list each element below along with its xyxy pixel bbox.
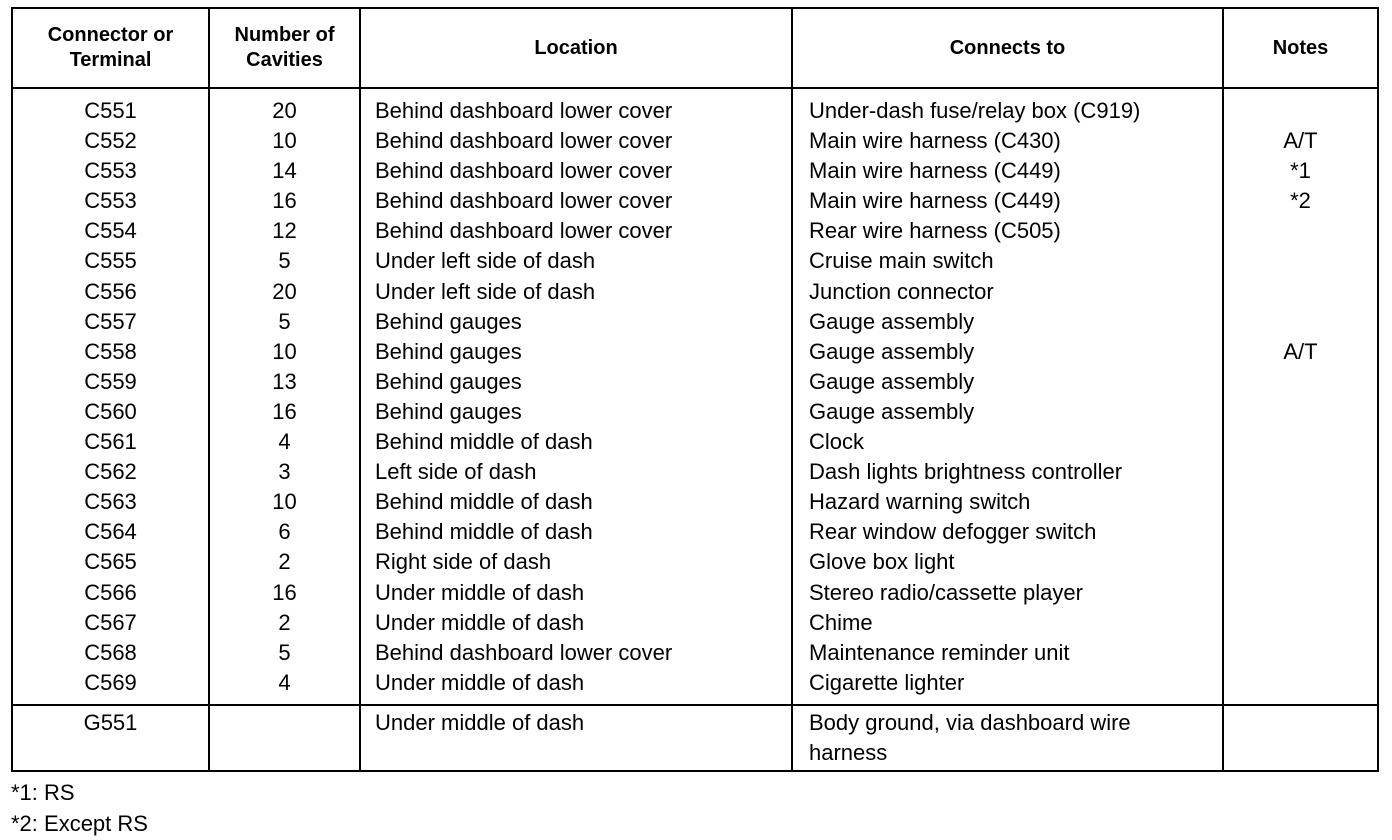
table-row (12, 668, 1378, 705)
cell-connects-to: Gauge assembly (792, 397, 1223, 427)
cell-notes: A/T (1223, 126, 1378, 156)
ground-location: Under middle of dash (360, 705, 792, 771)
cell-cavities: 20 (209, 88, 360, 126)
cell-connector: C564 (12, 517, 209, 547)
cell-cavities: 16 (209, 397, 360, 427)
header-location: Location (360, 8, 792, 88)
cell-cavities: 2 (209, 547, 360, 577)
cell-location: Behind dashboard lower cover (360, 126, 792, 156)
header-connector: Connector or Terminal (12, 8, 209, 88)
cell-location: Left side of dash (360, 457, 792, 487)
cell-notes: *2 (1223, 186, 1378, 216)
cell-notes (1223, 88, 1378, 126)
cell-notes (1223, 307, 1378, 337)
cell-notes (1223, 427, 1378, 457)
header-notes: Notes (1223, 8, 1378, 88)
table-row (12, 246, 1378, 276)
cell-cavities: 14 (209, 156, 360, 186)
footnote-2: *2: Except RS (11, 811, 148, 836)
cell-connects-to: Dash lights brightness controller (792, 457, 1223, 487)
cell-connects-to: Gauge assembly (792, 307, 1223, 337)
cell-cavities: 5 (209, 638, 360, 668)
ground-cavities (209, 705, 360, 771)
connector-rows (12, 88, 1378, 705)
cell-cavities: 2 (209, 608, 360, 638)
cell-connects-to: Main wire harness (C449) (792, 186, 1223, 216)
table-row (12, 517, 1378, 547)
ground-notes (1223, 705, 1378, 771)
cell-connector: C553 (12, 186, 209, 216)
cell-connector: C551 (12, 88, 209, 126)
cell-connects-to: Glove box light (792, 547, 1223, 577)
cell-notes (1223, 457, 1378, 487)
table-row (12, 457, 1378, 487)
cell-connects-to: Cruise main switch (792, 246, 1223, 276)
cell-notes (1223, 397, 1378, 427)
table-row (12, 186, 1378, 216)
cell-location: Behind dashboard lower cover (360, 638, 792, 668)
cell-notes (1223, 668, 1378, 705)
table-row (12, 367, 1378, 397)
cell-connector: C561 (12, 427, 209, 457)
cell-location: Right side of dash (360, 547, 792, 577)
cell-connects-to: Rear window defogger switch (792, 517, 1223, 547)
ground-connector: G551 (12, 705, 209, 771)
cell-location: Behind gauges (360, 397, 792, 427)
cell-notes (1223, 578, 1378, 608)
cell-connects-to: Main wire harness (C430) (792, 126, 1223, 156)
cell-connects-to: Clock (792, 427, 1223, 457)
table-row (12, 608, 1378, 638)
cell-connector: C563 (12, 487, 209, 517)
cell-connector: C552 (12, 126, 209, 156)
cell-cavities: 3 (209, 457, 360, 487)
cell-connector: C557 (12, 307, 209, 337)
table-row (12, 337, 1378, 367)
cell-connector: C554 (12, 216, 209, 246)
cell-location: Behind dashboard lower cover (360, 156, 792, 186)
table-row (12, 547, 1378, 577)
table-row (12, 578, 1378, 608)
table-row (12, 487, 1378, 517)
cell-location: Behind dashboard lower cover (360, 216, 792, 246)
cell-cavities: 4 (209, 427, 360, 457)
cell-connector: C555 (12, 246, 209, 276)
cell-cavities: 5 (209, 307, 360, 337)
cell-connects-to: Cigarette lighter (792, 668, 1223, 705)
cell-connector: C562 (12, 457, 209, 487)
cell-location: Under left side of dash (360, 277, 792, 307)
cell-cavities: 16 (209, 186, 360, 216)
cell-connector: C569 (12, 668, 209, 705)
cell-connects-to: Stereo radio/cassette player (792, 578, 1223, 608)
cell-cavities: 10 (209, 337, 360, 367)
cell-location: Behind middle of dash (360, 487, 792, 517)
table-row (12, 277, 1378, 307)
cell-notes (1223, 487, 1378, 517)
table-row (12, 156, 1378, 186)
footnotes (11, 777, 148, 839)
cell-location: Behind dashboard lower cover (360, 88, 792, 126)
ground-row (12, 705, 1378, 771)
cell-notes: *1 (1223, 156, 1378, 186)
cell-connector: C558 (12, 337, 209, 367)
cell-connects-to: Main wire harness (C449) (792, 156, 1223, 186)
cell-connector: C567 (12, 608, 209, 638)
cell-cavities: 10 (209, 126, 360, 156)
cell-location: Behind gauges (360, 367, 792, 397)
cell-connector: C568 (12, 638, 209, 668)
table-row (12, 88, 1378, 126)
cell-notes (1223, 638, 1378, 668)
cell-location: Under middle of dash (360, 608, 792, 638)
cell-notes (1223, 277, 1378, 307)
connector-table-container (11, 7, 1377, 772)
cell-location: Under middle of dash (360, 578, 792, 608)
cell-cavities: 6 (209, 517, 360, 547)
table-row (12, 216, 1378, 246)
footnote-1: *1: RS (11, 780, 75, 805)
table-row (12, 427, 1378, 457)
table-row (12, 307, 1378, 337)
cell-notes (1223, 367, 1378, 397)
cell-location: Behind gauges (360, 337, 792, 367)
cell-notes (1223, 517, 1378, 547)
cell-notes (1223, 547, 1378, 577)
cell-cavities: 4 (209, 668, 360, 705)
cell-notes (1223, 246, 1378, 276)
cell-cavities: 20 (209, 277, 360, 307)
cell-cavities: 5 (209, 246, 360, 276)
cell-location: Behind gauges (360, 307, 792, 337)
cell-connects-to: Under-dash fuse/relay box (C919) (792, 88, 1223, 126)
ground-connects-to: Body ground, via dashboard wire harness (792, 705, 1223, 771)
cell-connects-to: Hazard warning switch (792, 487, 1223, 517)
cell-connector: C556 (12, 277, 209, 307)
cell-cavities: 10 (209, 487, 360, 517)
cell-connects-to: Chime (792, 608, 1223, 638)
cell-connects-to: Rear wire harness (C505) (792, 216, 1223, 246)
cell-notes (1223, 216, 1378, 246)
cell-cavities: 16 (209, 578, 360, 608)
cell-location: Under middle of dash (360, 668, 792, 705)
cell-notes: A/T (1223, 337, 1378, 367)
cell-connector: C565 (12, 547, 209, 577)
ground-rows (12, 705, 1378, 771)
header-connects-to: Connects to (792, 8, 1223, 88)
cell-notes (1223, 608, 1378, 638)
cell-connector: C566 (12, 578, 209, 608)
cell-connector: C560 (12, 397, 209, 427)
table-header-row (12, 8, 1378, 88)
cell-connects-to: Gauge assembly (792, 367, 1223, 397)
cell-cavities: 13 (209, 367, 360, 397)
table-row (12, 397, 1378, 427)
cell-connector: C553 (12, 156, 209, 186)
cell-connects-to: Junction connector (792, 277, 1223, 307)
cell-connector: C559 (12, 367, 209, 397)
cell-connects-to: Maintenance reminder unit (792, 638, 1223, 668)
cell-cavities: 12 (209, 216, 360, 246)
header-cavities: Number of Cavities (209, 8, 360, 88)
cell-location: Behind middle of dash (360, 517, 792, 547)
connector-table (11, 7, 1379, 772)
cell-location: Under left side of dash (360, 246, 792, 276)
table-row (12, 126, 1378, 156)
cell-connects-to: Gauge assembly (792, 337, 1223, 367)
cell-location: Behind middle of dash (360, 427, 792, 457)
table-row (12, 638, 1378, 668)
cell-location: Behind dashboard lower cover (360, 186, 792, 216)
